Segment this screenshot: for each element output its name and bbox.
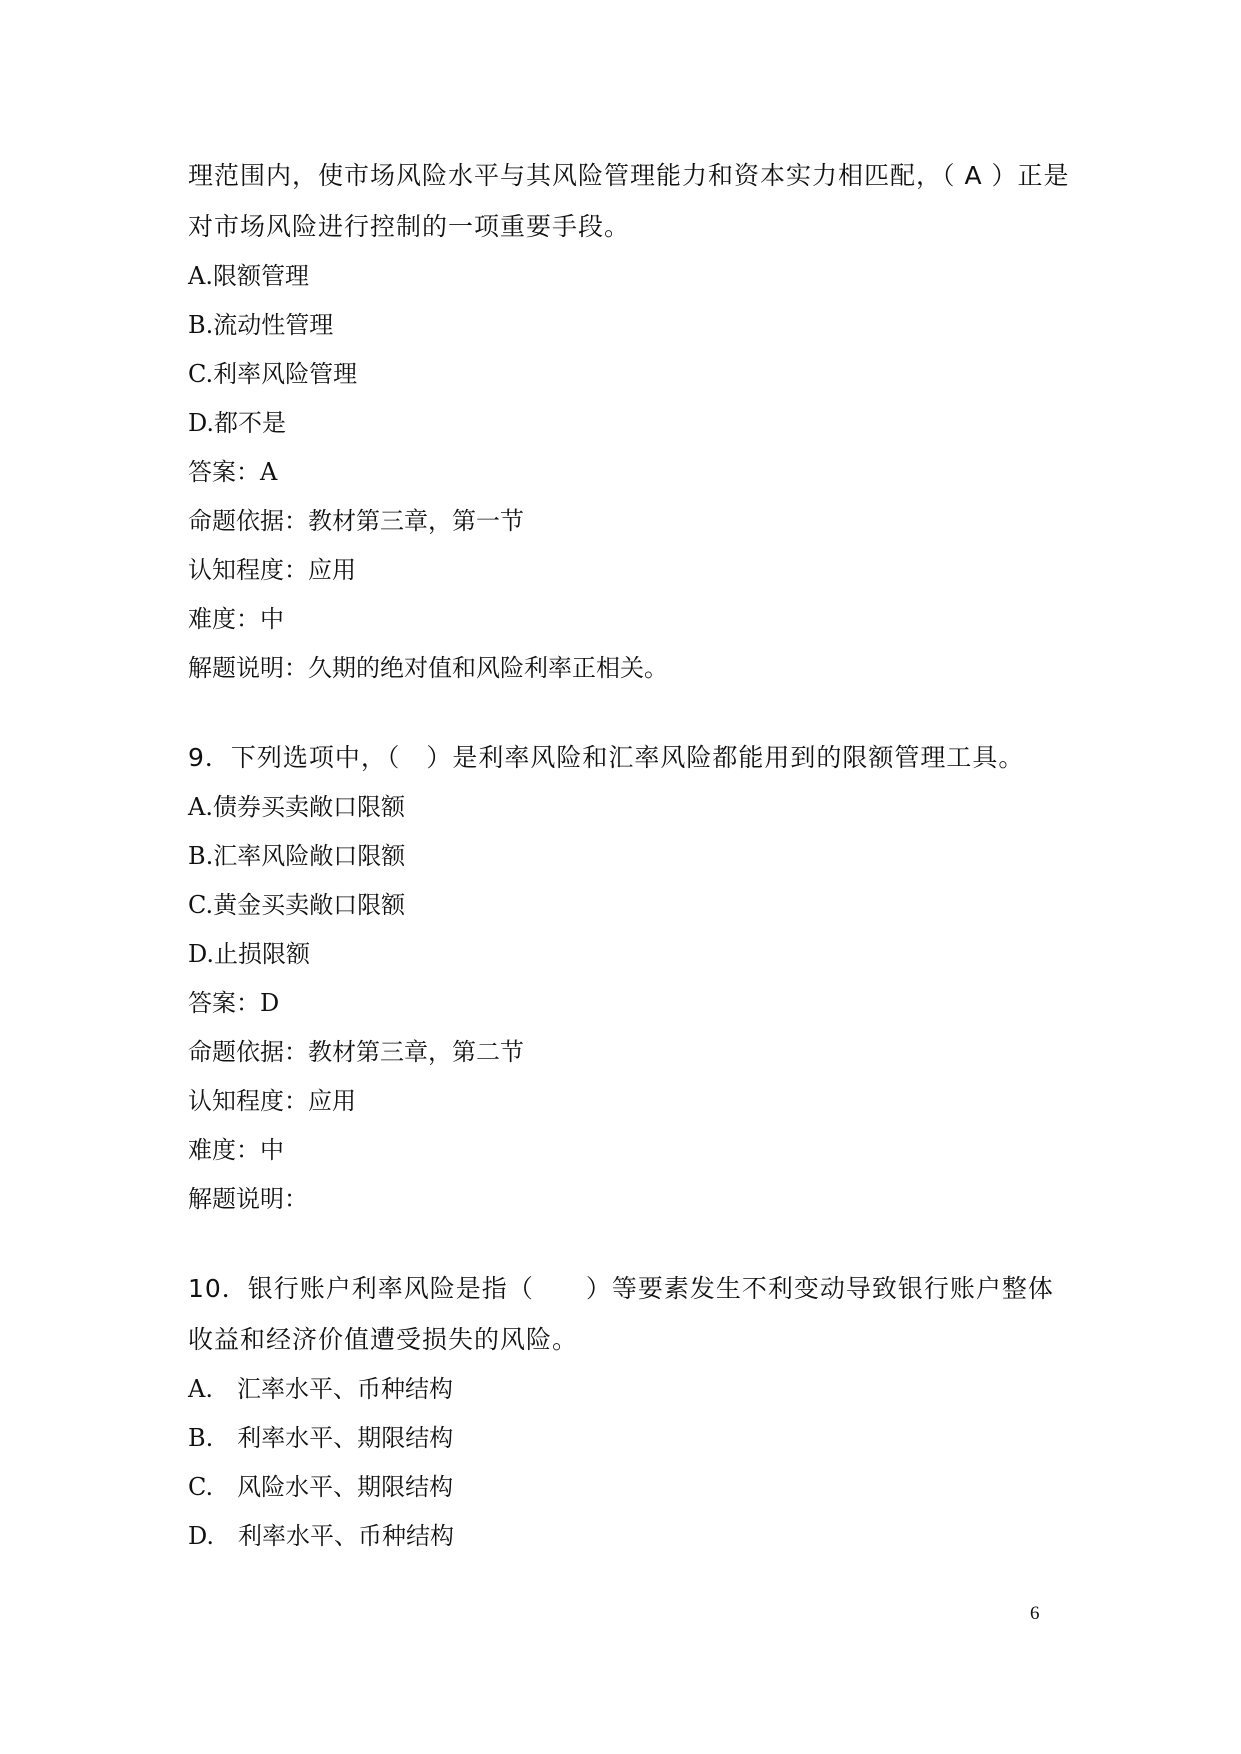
question-9 [188, 732, 1078, 1224]
question-9-difficulty: 难度：中 [188, 1136, 284, 1164]
question-10 [188, 1263, 1078, 1561]
question-8-cognitive-level: 认知程度：应用 [188, 556, 356, 584]
question-9-cognitive-level: 认知程度：应用 [188, 1087, 356, 1115]
question-8-basis: 命题依据：教材第三章，第一节 [188, 507, 524, 535]
question-8-option-a: A.限额管理 [188, 262, 309, 290]
question-8-option-d: D.都不是 [188, 409, 287, 437]
question-8-option-c: C.利率风险管理 [188, 360, 358, 388]
question-8 [188, 150, 1078, 693]
question-8-option-b: B.流动性管理 [188, 311, 334, 339]
question-9-option-b: B.汇率风险敞口限额 [188, 842, 406, 870]
question-9-answer: 答案：D [188, 989, 280, 1017]
question-9-stem: 9．下列选项中，（ ）是利率风险和汇率风险都能用到的限额管理工具。 [188, 743, 1025, 772]
question-9-basis: 命题依据：教材第三章，第二节 [188, 1038, 524, 1066]
question-10-option-c: C. 风险水平、期限结构 [188, 1473, 454, 1501]
page-content [188, 150, 1078, 1561]
question-8-explanation: 解题说明：久期的绝对值和风险利率正相关。 [188, 654, 668, 682]
question-9-option-a: A.债券买卖敞口限额 [188, 793, 405, 821]
question-9-explanation: 解题说明： [188, 1185, 308, 1213]
question-10-option-b: B. 利率水平、期限结构 [188, 1424, 454, 1452]
question-10-option-a: A. 汇率水平、币种结构 [188, 1375, 453, 1403]
question-10-stem: 10．银行账户利率风险是指（ ）等要素发生不利变动导致银行账户整体收益和经济价值遭受损失的风险。 [188, 1274, 1054, 1354]
question-gap [188, 1224, 1078, 1263]
question-8-difficulty: 难度：中 [188, 605, 284, 633]
question-8-stem: 理范围内，使市场风险水平与其风险管理能力和资本实力相匹配，（ A ）正是对市场风险进行控制的一项重要手段。 [188, 161, 1070, 241]
question-9-option-c: C.黄金买卖敞口限额 [188, 891, 406, 919]
question-8-answer: 答案：A [188, 458, 278, 486]
question-9-option-d: D.止损限额 [188, 940, 311, 968]
question-gap [188, 693, 1078, 732]
page-number: 6 [1030, 1603, 1040, 1624]
question-10-option-d: D. 利率水平、币种结构 [188, 1522, 455, 1550]
